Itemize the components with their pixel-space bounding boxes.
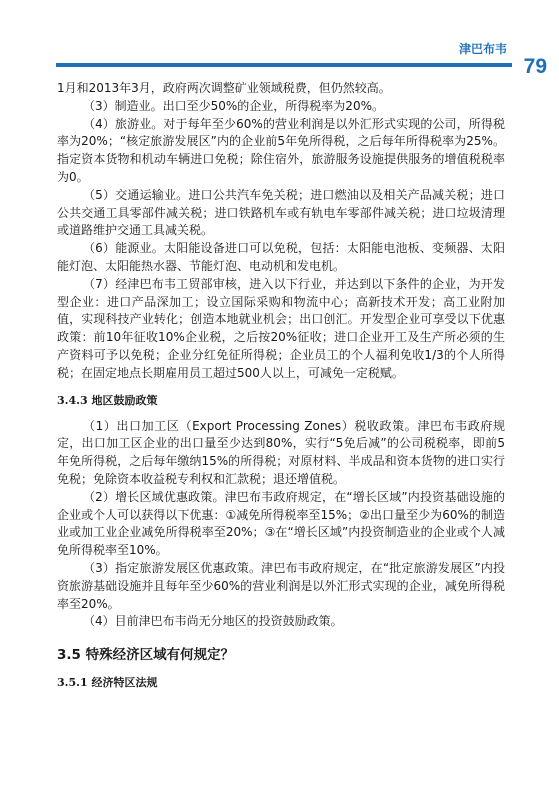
paragraph-energy: （6）能源业。太阳能设备进口可以免税，包括：太阳能电池板、变频器、太阳能灯泡、太阳能热水器、节能灯泡、电动机和发电机。	[57, 241, 505, 273]
paragraph-continuation: 1月和2013年3月，政府两次调整矿业领域税费，但仍然较高。	[57, 81, 391, 95]
paragraph-tourism: （4）旅游业。对于每年至少60%的营业利润是以外汇形式实现的公司，所得税率为20%；“核定旅游发展区”内的企业前5年免所得税，之后每年所得税率为25%。指定资本货物和机动车辆进口免税；除住宿外，旅游服务设施提供服务的增值税税率为0。	[57, 116, 505, 184]
paragraph-export-processing-zones: （1）出口加工区（Export Processing Zones）税收政策。津巴布韦政府规定，出口加工区企业的出口量至少达到80%，实行“5免后减”的公司税税率，即前5年免所得税，之后每年缴纳15%的所得税；对原材料、半成品和资本货物的进口实行免税；免除资本收益税专利权和汇款税；退还增值税。	[57, 418, 505, 486]
paragraph-development-enterprise: （7）经津巴布韦工贸部审核，进入以下行业，并达到以下条件的企业，为开发型企业：进口产品深加工；设立国际采购和物流中心；高新技术开发；高工业附加值，实现科技产业转化；创造本地就业机会；出口创汇。开发型企业可享受以下优惠政策：前10年征收10%企业税，之后按20%征收；进口企业开工及生产所必须的生产资料可予以免税；企业分红免征所得税；企业员工的个人福利免收1/3的个人所得税；在固定地点长期雇用员工超过500人以上，可减免一定税赋。	[57, 276, 505, 380]
page-body	[57, 80, 505, 700]
subheading-sez-regulations: 3.5.1 经济特区法规	[57, 676, 158, 690]
running-header: 津巴布韦	[458, 42, 507, 56]
paragraph-no-regional-policy: （4）目前津巴布韦尚无分地区的投资鼓励政策。	[83, 614, 343, 629]
header-rule	[56, 63, 512, 67]
paragraph-growth-zones: （2）增长区域优惠政策。津巴布韦政府规定，在“增长区域”内投资基础设施的企业或个人可以获得以下优惠：①减免所得税率至15%；②出口量至少为60%的制造业或加工业企业减免所得税率至20%；③在“增长区域”内投资制造业的企业或个人减免所得税率至10%。	[57, 489, 505, 558]
paragraph-tourism-zones: （3）指定旅游发展区优惠政策。津巴布韦政府规定，在“批定旅游发展区”内投资旅游基础设施并且每年至少60%的营业利润是以外汇形式实现的企业，减免所得税率至20%。	[57, 560, 505, 611]
section-heading-special-zones: 3.5 特殊经济区域有何规定？	[57, 647, 235, 664]
paragraph-transport: （5）交通运输业。进口公共汽车免关税；进口燃油以及相关产品减关税；进口公共交通工具零部件减关税；进口铁路机车或有轨电车零部件减关税；进口垃圾清理或道路维护交通工具减关税。	[57, 187, 505, 238]
subheading-regional-incentives: 3.4.3 地区鼓励政策	[57, 393, 158, 407]
page-number: 79	[523, 55, 547, 78]
paragraph-manufacturing: （3）制造业。出口至少50%的企业，所得税率为20%。	[83, 98, 384, 113]
